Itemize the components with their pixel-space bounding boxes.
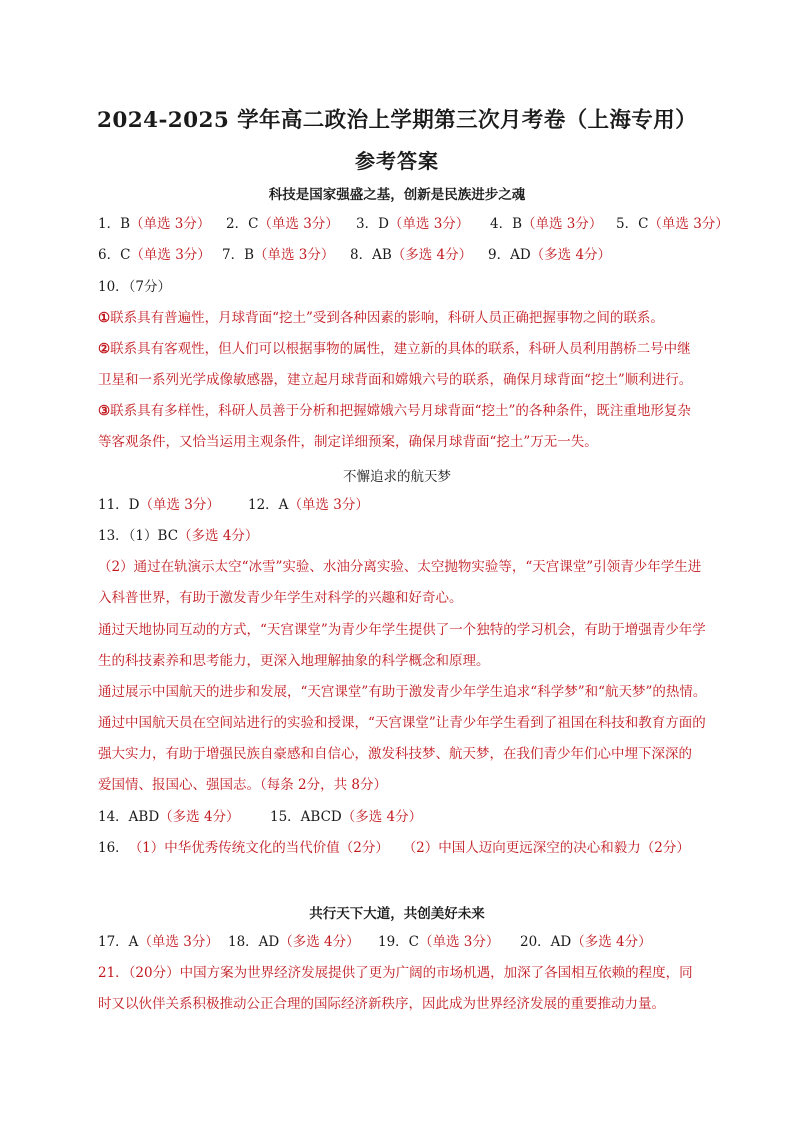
q21-line-2: 时又以伙伴关系积极推动公正合理的国际经济新秩序，因此成为世界经济发展的重要推动力量。 <box>98 996 665 1012</box>
answer-item: 6．C（单选 3分） <box>98 247 211 263</box>
q10-point-3: ③联系具有多样性，科研人员善于分析和把握嫦娥六号月球背面“挖土”的各种条件，既注重地形复杂 <box>98 403 691 419</box>
answer-item: 14．ABD（多选 4分） <box>98 809 240 825</box>
answer-item: 15．ABCD（多选 4分） <box>270 809 423 825</box>
q10-point-3-cont: 等客观条件，又恰当运用主观条件，制定详细预案，确保月球背面“挖土”万无一失。 <box>98 434 598 450</box>
answer-item: 8．AB（多选 4分） <box>350 247 473 263</box>
answer-item: 18．AD（多选 4分） <box>228 934 360 950</box>
answer-item: 4．B（单选 3分） <box>490 216 603 232</box>
q13-2-line-4: 生的科技素养和思考能力，更深入地理解抽象的科学概念和原理。 <box>98 653 490 669</box>
section-heading-1: 科技是国家强盛之基，创新是民族进步之魂 <box>268 187 526 203</box>
q21-line-1: 21．（20分）中国方案为世界经济发展提供了更为广阔的市场机遇，加深了各国相互依赖的程度，同 <box>98 965 693 981</box>
answer-item: 20．AD（多选 4分） <box>520 934 652 950</box>
answer-row-11-12 <box>98 496 369 514</box>
q13-2-line-1: （2）通过在轨演示太空“冰雪”实验、水油分离实验、太空抛物实验等，“天宫课堂”引领青少年学生进 <box>98 559 702 575</box>
page-subtitle: 参考答案 <box>355 149 439 173</box>
q13-2-line-7: 强大实力，有助于增强民族自豪感和自信心，激发科技梦、航天梦，在我们青少年们心中埋下深深的 <box>98 746 692 762</box>
answer-item: 19．C（单选 3分） <box>378 934 500 950</box>
answer-row-16: 16．（1）中华优秀传统文化的当代价值（2分） （2）中国人迈向更远深空的决心和毅力（2分） <box>98 840 690 856</box>
q10-point-2-cont: 卫星和一系列光学成像敏感器，建立起月球背面和嫦娥六号的联系，确保月球背面“挖土”顺利进行。 <box>98 372 693 388</box>
q13-2-line-6: 通过中国航天员在空间站进行的实验和授课，“天宫课堂”让青少年学生看到了祖国在科技和教育方面的 <box>98 715 706 731</box>
answer-row-13-1: 13．（1）BC（多选 4分） <box>98 528 259 544</box>
page-title: 2024-2025 学年高二政治上学期第三次月考卷（上海专用） <box>97 108 697 133</box>
answer-item: 17．A（单选 3分） <box>98 934 219 950</box>
answer-item: 5．C（单选 3分） <box>616 216 729 232</box>
answer-row-14-15 <box>98 808 422 826</box>
q13-2-line-3: 通过天地协同互动的方式，“天宫课堂”为青少年学生提供了一个独特的学习机会，有助于增强青少年学 <box>98 622 706 638</box>
section-heading-2: 不懈追求的航天梦 <box>343 469 451 485</box>
answer-row-6-9 <box>98 246 611 264</box>
q10-point-1: ①联系具有普遍性，月球背面“挖土”受到各种因素的影响，科研人员正确把握事物之间的联系。 <box>98 310 664 326</box>
answer-item: 9．AD（多选 4分） <box>488 247 612 263</box>
answer-item: 1．B（单选 3分） <box>98 216 211 232</box>
q13-2-line-8: 爱国情、报国心、强国志。（每条 2分，共 8分） <box>98 777 388 793</box>
q10-point-2: ②联系具有客观性，但人们可以根据事物的属性，建立新的具体的联系，科研人员利用鹊桥二号中继 <box>98 341 691 357</box>
answer-item: 2．C（单选 3分） <box>226 216 339 232</box>
answer-row-17-20 <box>98 933 652 951</box>
q13-2-line-2: 入科普世界，有助于激发青少年学生对科学的兴趣和好奇心。 <box>98 590 463 606</box>
answer-item: 11．D（单选 3分） <box>98 497 220 513</box>
q13-2-line-5: 通过展示中国航天的进步和发展，“天宫课堂”有助于激发青少年学生追求“科学梦”和“航天梦”的热情。 <box>98 684 707 700</box>
answer-item: 12．A（单选 3分） <box>248 497 369 513</box>
answer-row-1-5 <box>98 215 729 233</box>
q10-label: 10．（7分） <box>98 279 172 295</box>
section-heading-3: 共行天下大道，共创美好未来 <box>309 906 485 922</box>
answer-item: 3．D（单选 3分） <box>356 216 470 232</box>
answer-item: 7．B（单选 3分） <box>222 247 335 263</box>
